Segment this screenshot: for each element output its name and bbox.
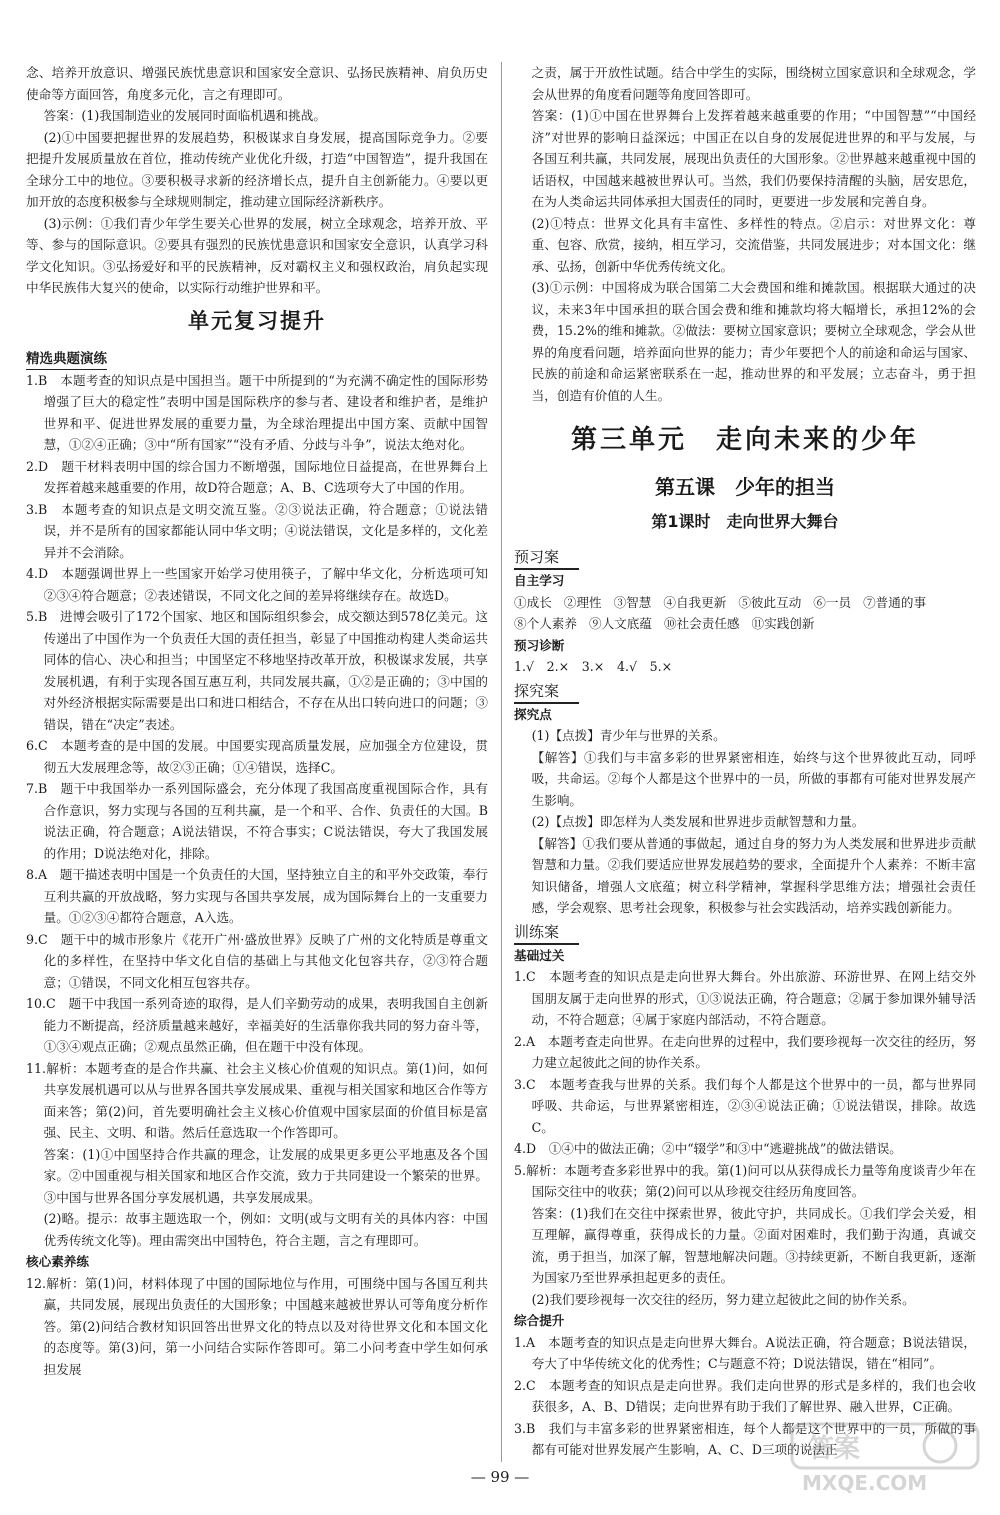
answer-item: 3.B 我们与丰富多彩的世界紧密相连，每个人都是这个世界中的一员，所做的事都有可能对世界发展产生影响，A、C、D三项的说法正	[514, 1420, 976, 1457]
answer-item: 8.A 题干描述表明中国是一个负责任的大国，坚持独立自主的和平外交政策，奉行互利共赢的开放战略，努力实现与各国共享发展，成为国际舞台上的一支重要力量。①②③④都符合题意，A入选。	[26, 867, 488, 925]
keyword: ⑩社会责任感	[663, 616, 740, 631]
page-number: — 99 —	[470, 1468, 530, 1486]
self-study-heading: 自主学习	[514, 573, 565, 588]
section-heading: 核心素养练	[26, 1254, 89, 1269]
explore-point-heading: 探究点	[514, 706, 552, 722]
paragraph: (1)【点拨】青少年与世界的关系。	[531, 728, 726, 743]
preview-case-heading: 预习案	[514, 546, 579, 570]
unit-review-title: 单元复习提升	[188, 307, 326, 333]
answer-item: 3.B 本题考查的知识点是文明交流互鉴。②③说法正确，符合题意；①说法错误，并不是所有的国家都能认同中华文明；④说法错误，文化是多样的，文化差异并不会消除。	[26, 501, 488, 560]
preview-diagnosis-heading: 预习诊断	[514, 637, 565, 653]
paragraph: 【解答】①我们与丰富多彩的世界紧密相连，始终与这个世界彼此互动，同呼吸，共命运。②每个人都是这个世界中的一员，所做的事都有可能对世界发展产生影响。	[531, 749, 976, 808]
answer-paragraph: 答案：(1)我国制造业的发展同时面临机遇和挑战。	[43, 108, 326, 123]
paragraph: (2)①中国要把握世界的发展趋势，积极谋求自身发展，提高国际竞争力。②要把提升发展质量放在首位，推动传统产业优化升级，打造“中国智造”，提升我国在全球分工中的地位。③要积极寻求新的经济增长点，提升自主创新能力。④要以更加开放的态度积极参与全球规则制定，推动建立国际经济新秩序。	[26, 129, 488, 209]
paragraph: 之责，属于开放性试题。结合中学生的实际，围绕树立国家意识和全球观念，学会从世界的角度看问题等角度回答即可。	[531, 65, 976, 102]
answer-paragraph: 答案：(1)①中国在世界舞台上发挥着越来越重要的作用；“中国智慧”“中国经济”对世界的影响日益深远；中国正在以自身的发展促进世界的和平与发展，与各国互利共赢，共同发展，展现出负责任的大国形象。②世界越来越重视中国的话语权，中国越来越被世界认可。当然，我们仍要保持清醒的头脑，居安思危，在为人类命运共同体承担大国责任的同时，更要进一步发展和完善自身。	[531, 108, 976, 209]
svg-text:MXQE.COM: MXQE.COM	[802, 1471, 928, 1495]
answer-item: 12.解析：第(1)问，材料体现了中国的国际地位与作用，可围绕中国与各国互利共赢，共同发展，展现出负责任的大国形象；中国越来越被世界认可等角度分析作答。第(2)问结合教材知识回答出世界文化的特点以及对待世界文化和本国文化的态度等。第(3)问，第一小问结合实际作答即可。第二小问考查中学生如何承担发展	[26, 1275, 488, 1377]
answer-item: 1.C 本题考查的知识点是走向世界大舞台。外出旅游、环游世界、在网上结交外国朋友属于走向世界的形式，①③说法正确，符合题意；②属于参加课外辅导活动，不符合题意；④属于家庭内部活动，不符合题意。	[514, 969, 976, 1027]
answer-paragraph: (2)我们要珍视每一次交往的经历，努力建立起彼此之间的协作关系。	[531, 1291, 915, 1307]
keyword: ⑧个人素养	[514, 616, 577, 631]
keyword: ②理性	[563, 594, 602, 610]
answer-item: 11.解析：本题考查的是合作共赢、社会主义核心价值观的知识点。第(1)问，如何共享发展机遇可以从与世界各国共享发展成果、重视与相关国家和地区合作等方面来答；第(2)问，首先要明确社会主义核心价值观中国家层面的价值目标是富强、民主、文明、和谐。然后任意选取一个作答即可。	[26, 1060, 488, 1140]
keyword: ⑪实践创新	[751, 616, 815, 631]
lesson-title: 第五课 少年的担当	[655, 475, 835, 499]
section-heading: 精选典题演练	[26, 349, 107, 370]
keyword: ⑥一员	[813, 594, 852, 610]
paragraph: (2)①特点：世界文化具有丰富性、多样性的特点。②启示：对世界文化：尊重、包容、欣赏，接纳，相互学习，交流借鉴，共同发展进步；对本国文化：继承、弘扬，创新中华优秀传统文化。	[531, 215, 976, 274]
training-case-heading: 训练案	[514, 921, 579, 945]
paragraph: 念、培养开放意识、增强民族忧患意识和国家安全意识、弘扬民族精神、肩负历史使命等方面回答，角度多元化，言之有理即可。	[26, 65, 488, 102]
explore-case-heading: 探究案	[514, 680, 579, 704]
keyword: ⑨人文底蕴	[588, 616, 652, 631]
answer-item: 4.D 本题强调世界上一些国家开始学习使用筷子，了解中华文化，分析选项可知②③④符合题意；②表述错误，不同文化之间的差异将继续存在。故选D。	[26, 566, 488, 603]
keyword-list	[514, 592, 976, 635]
period-title: 第1课时 走向世界大舞台	[651, 512, 839, 531]
answer-item: 9.C 题干中的城市形象片《花开广州·盛放世界》反映了广州的文化特质是尊重文化的多样性，在坚持中华文化自信的基础上与其他文化包容共存，②③符合题意；①错误，不同文化相互包容共存。	[26, 931, 488, 990]
answer-paragraph: (2)略。提示：故事主题选取一个，例如：文明(或与文明有关的具体内容：中国优秀传统文化等)。理由需突出中国特色，符合主题，言之有理即可。	[43, 1211, 488, 1248]
diagnosis-answers: 1.√ 2.× 3.× 4.√ 5.×	[514, 659, 673, 674]
answer-item: 2.D 题干材料表明中国的综合国力不断增强，国际地位日益提高，在世界舞台上发挥着越来越重要的作用，故D符合题意；A、B、C选项夸大了中国的作用。	[26, 458, 488, 495]
answer-item: 3.C 本题考查我与世界的关系。我们每个人都是这个世界中的一员，都与世界同呼吸、共命运，与世界紧密相连，②③④说法正确；①说法错误，排除。故选C。	[514, 1076, 976, 1135]
answer-item: 5.B 进博会吸引了172个国家、地区和国际组织参会，成交额达到578亿美元。这传递出了中国作为一个负责任大国的责任担当，彰显了中国推动构建人类命运共同体的信心、决心和担当；中国坚定不移地坚持改革开放，积极谋求发展，共享发展机遇，有利于实现各国互惠互利，共同发展共赢，①②是正确的；③中国的对外经济根据实际需要是出口和进口相结合，不存在从出口转向进口的问题；③错误，错在“决定”表述。	[26, 609, 488, 732]
keyword: ⑤彼此互动	[738, 594, 802, 610]
paragraph: 【解答】①我们要从普通的事做起，通过自身的努力为人类发展和世界进步贡献智慧和力量。②我们要适应世界发展趋势的要求，全面提升个人素养：不断丰富知识储备，增强人文底蕴；树立科学精神，掌握科学思维方法；增强社会责任感，学会观察、思考社会现象，积极参与社会实践活动，培养实践创新能力。	[531, 835, 976, 915]
page	[26, 62, 976, 1462]
answer-item: 10.C 题干中我国一系列奇迹的取得，是人们辛勤劳动的成果，表明我国自主创新能力不断提高，经济质量越来越好，幸福美好的生活靠你我共同的努力奋斗等，①③④观点正确；②观点虽然正确，但在题干中没有体现。	[26, 996, 488, 1054]
comprehensive-heading: 综合提升	[514, 1313, 565, 1328]
answer-item: 2.A 本题考查走向世界。在走向世界的过程中，我们要珍视每一次交往的经历，努力建立起彼此之间的协作关系。	[514, 1033, 976, 1070]
svg-text:答案: 答案	[808, 1434, 861, 1464]
paragraph: (3)示例：①我们青少年学生要关心世界的发展，树立全球观念，培养开放、平等、参与的国际意识。②要具有强烈的民族忧患意识和国家安全意识，认真学习科学文化知识。③弘扬爱好和平的民族精神，反对霸权主义和强权政治，肩负起实现中华民族伟大复兴的使命，以实际行动维护世界和平。	[26, 215, 488, 295]
keyword: ①成长	[514, 594, 552, 610]
paragraph: (2)【点拨】即怎样为人类发展和世界进步贡献智慧和力量。	[531, 814, 865, 829]
answer-item: 5.解析：本题考查多彩世界中的我。第(1)问可以从获得成长力量等角度谈青少年在国际交往中的收获；第(2)问可以从珍视交往经历角度回答。	[514, 1162, 976, 1199]
left-column	[26, 62, 488, 1380]
column-divider	[501, 62, 502, 1462]
right-column	[514, 62, 976, 1461]
answer-item: 7.B 题干中我国举办一系列国际盛会，充分体现了我国高度重视国际合作，具有合作意识，努力实现与各国的互利共赢，是一个和平、合作、负责任的大国。B说法正确，符合题意；A说法错误，不符合事实；C说法错误，夸大了我国发展的作用；D说法绝对化，排除。	[26, 781, 488, 861]
answer-paragraph: 答案：(1)①中国坚持合作共赢的理念，让发展的成果更多更公平地惠及各个国家。②中国重视与相关国家和地区合作交流，致力于共同建设一个繁荣的世界。③中国与世界各国分享发展机遇，共享发展成果。	[43, 1146, 488, 1205]
unit-title: 第三单元 走向未来的少年	[570, 425, 919, 455]
keyword: ⑦普通的事	[863, 594, 927, 610]
answer-paragraph: 答案：(1)我们在交往中探索世界，彼此守护，共同成长。①我们学会关爱，相互理解，赢得尊重，获得成长的力量。②面对困难时，我们勤于沟通，真诚交流，勇于担当，加深了解，智慧地解决问题。③持续更新，不断自我更新，逐渐为国家乃至世界承担起更多的责任。	[531, 1205, 976, 1285]
answer-item: 2.C 本题考查的知识点是走向世界。我们走向世界的形式是多样的，我们也会收获很多，A、B、D错误；走向世界有助于我们了解世界、融入世界，C正确。	[514, 1377, 976, 1414]
answer-item: 1.B 本题考查的知识点是中国担当。题干中所提到的“为充满不确定性的国际形势增强了巨大的稳定性”表明中国是国际秩序的参与者、建设者和维护者，是维护世界和平、促进世界发展的重要力量，为全球治理提出中国方案、贡献中国智慧，①②④正确；③中“所有国家”“没有矛盾、分歧与斗争”，说法太绝对化。	[26, 372, 488, 452]
answer-item: 4.D ①④中的做法正确；②中“辍学”和③中“逃避挑战”的做法错误。	[514, 1141, 902, 1156]
watermark-logo-icon	[790, 1422, 980, 1497]
basic-heading: 基础过关	[514, 947, 565, 963]
keyword: ④自我更新	[663, 594, 727, 610]
keyword: ③智慧	[613, 594, 652, 610]
answer-item: 6.C 本题考查的是中国的发展。中国要实现高质量发展，应加强全方位建设，贯彻五大发展理念等，故②③正确；①④错误，选择C。	[26, 738, 488, 775]
paragraph: (3)①示例：中国将成为联合国第二大会费国和维和摊款国。根据联大通过的决议，未来3年中国承担的联合国会费和维和摊款均将大幅增长，承担12%的会费，15.2%的维和摊款。②做法：要树立国家意识；要树立全球观念，学会从世界的角度看问题，培养面向世界的能力；青少年要把个人的前途和命运与国家、民族的前途和命运紧密联系在一起，推动世界的和平发展；立志奋斗，勇于担当，创造有价值的人生。	[531, 280, 976, 403]
answer-item: 1.A 本题考查的知识点是走向世界大舞台。A说法正确，符合题意；B说法错误，夸大了中华传统文化的优秀性；C与题意不符；D说法错误，错在“相同”。	[514, 1334, 976, 1371]
